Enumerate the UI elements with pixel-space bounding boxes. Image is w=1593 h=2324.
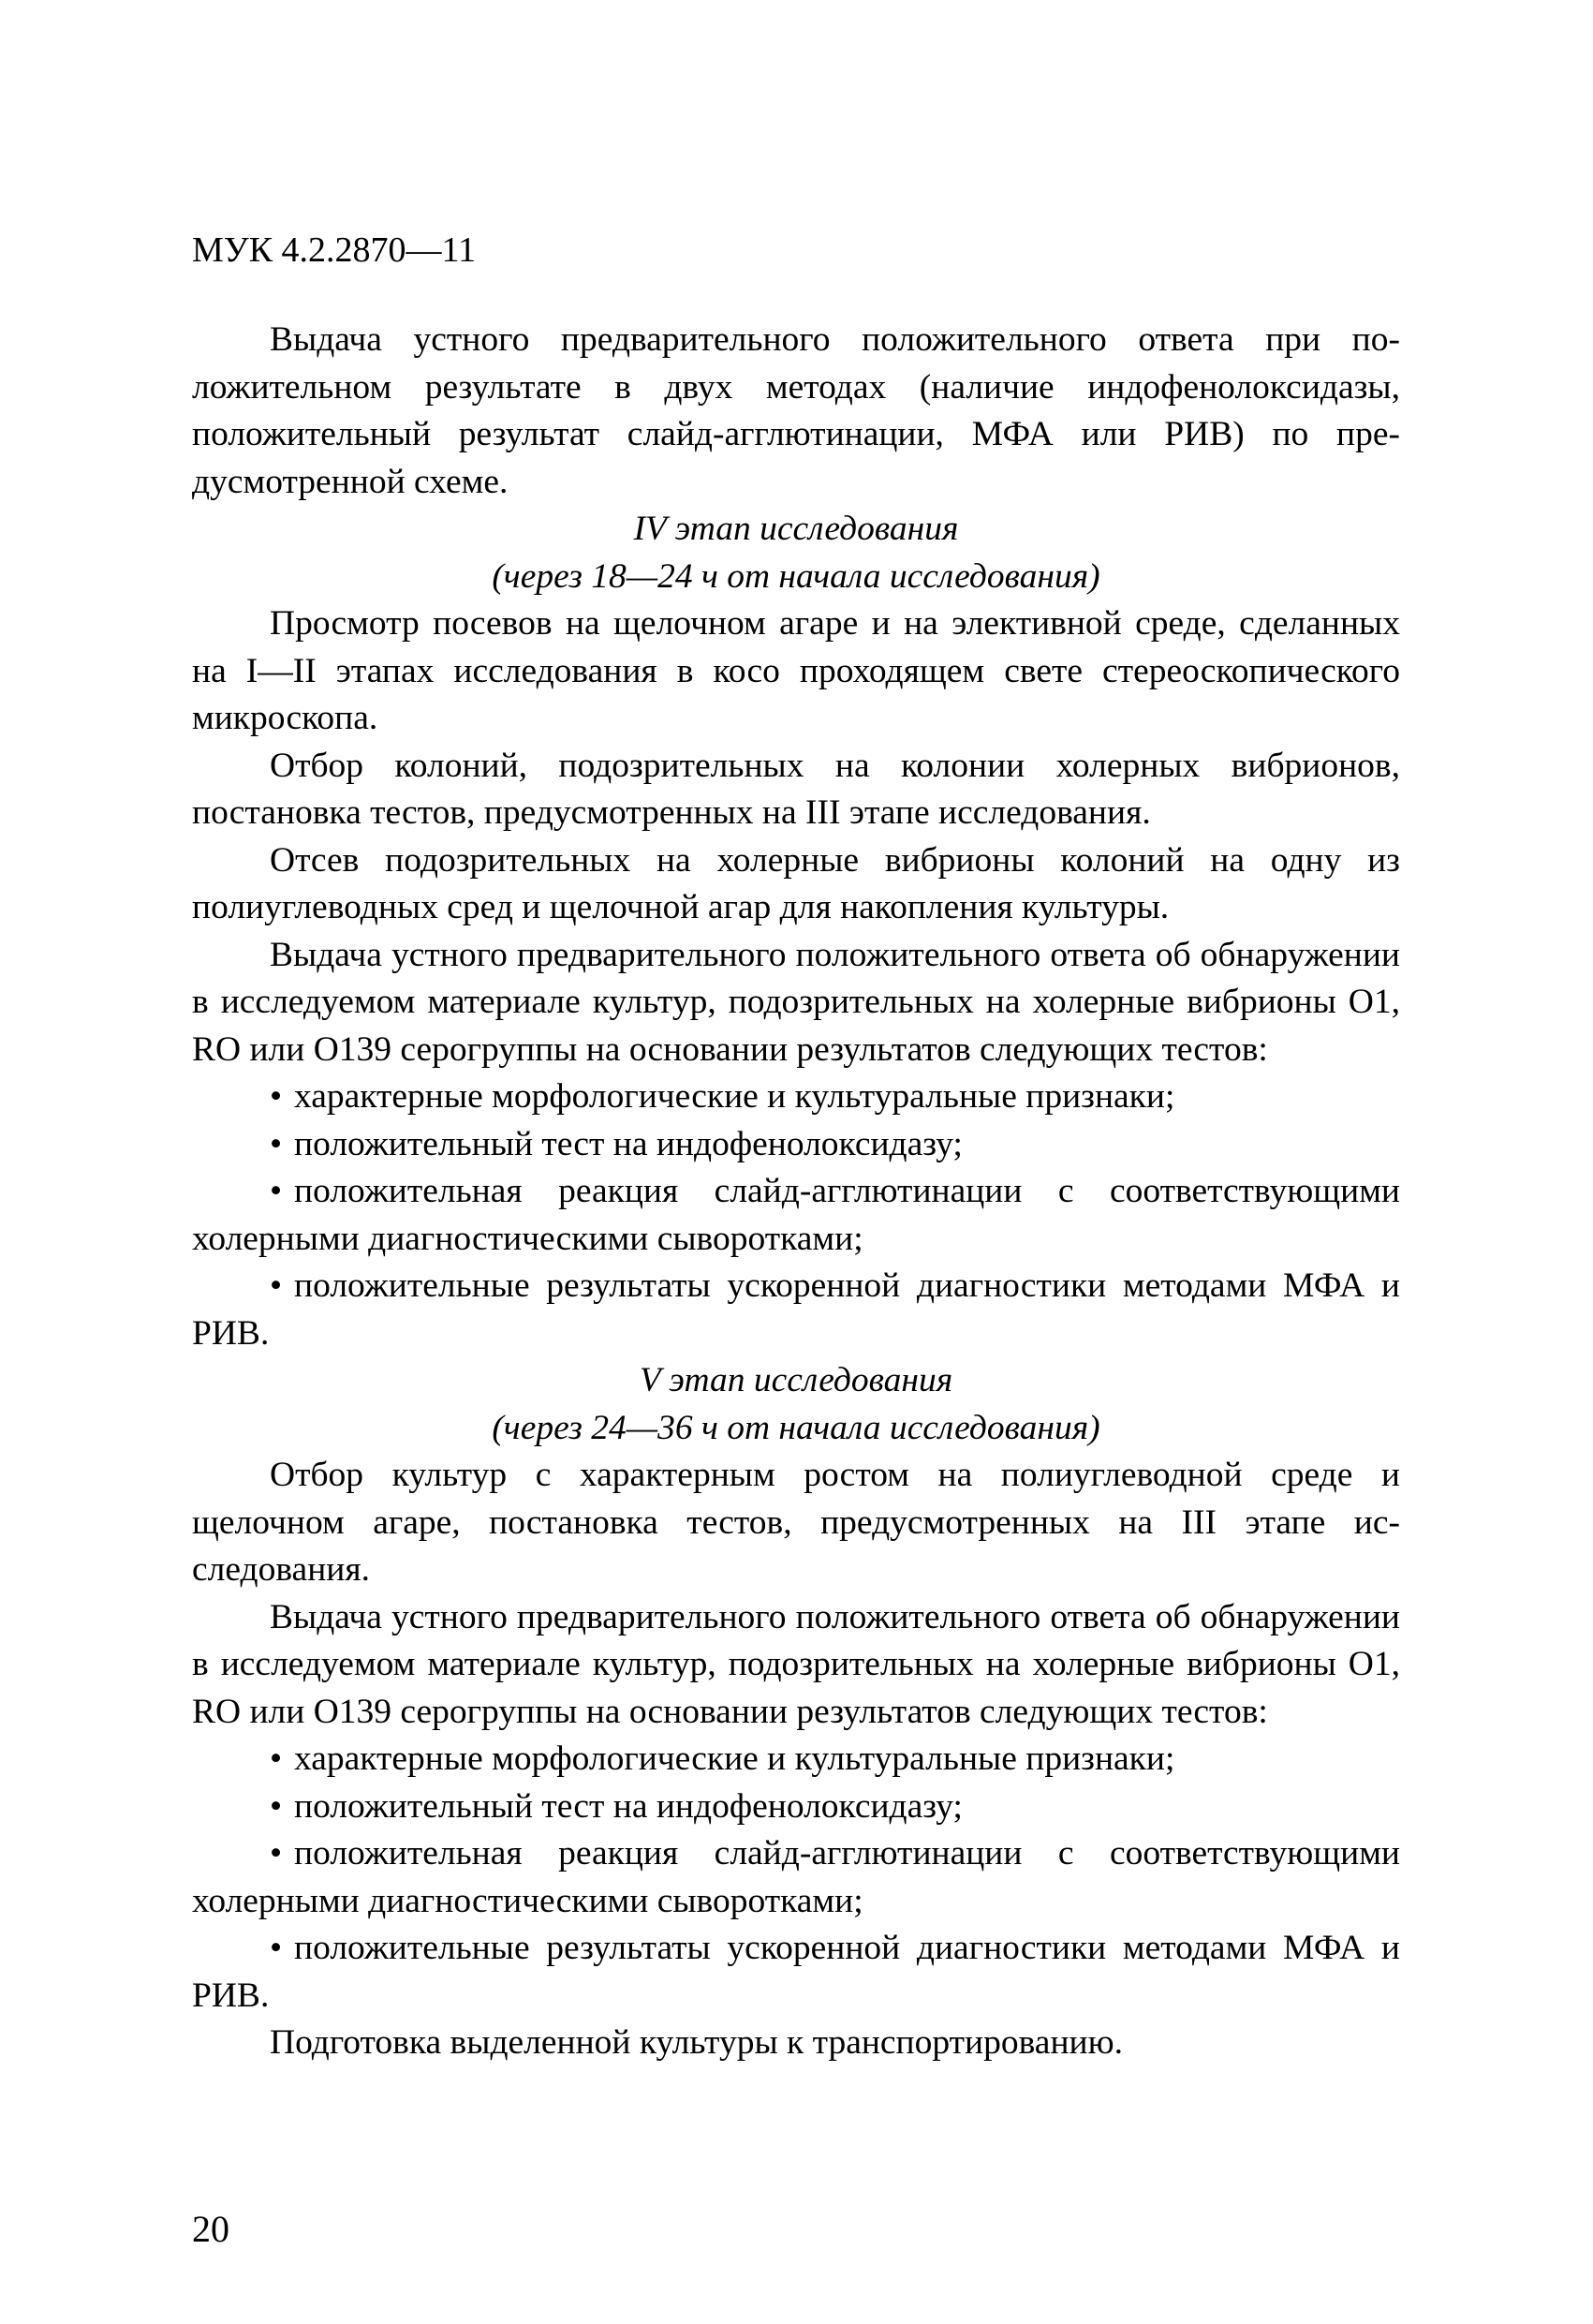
stage-5-subtitle: (через 24—36 ч от начала исследования) <box>492 1408 1100 1447</box>
bullet-icon: • <box>270 1739 283 1778</box>
stage-4-paragraph: Отбор колоний, подозрительных на колонии холерных вибрионов, постановка тестов, предусмотренных на III этапе исследования. <box>192 746 1400 832</box>
document-header: МУК 4.2.2870—11 <box>192 230 477 270</box>
stage-5-paragraph: Отбор культур с характерным ростом на полиуглеводной среде и щелочном агаре, постановка тестов, предусмотренных на III этапе исследования. <box>192 1456 1400 1589</box>
stage-5-test-list <box>192 1736 1400 2020</box>
stage-5-paragraph: Выдача устного предварительного положительного ответа об обнаружении в исследуемом материале культур, подозрительных на холерные вибрионы O1, RO или O139 серогруппы на основании результатов следующих тестов: <box>192 1597 1400 1731</box>
stage-4-test-list <box>192 1073 1400 1357</box>
paragraph-oral-preliminary-answer: Выдача устного предварительного положительного ответа при положительном результате в двух методах (наличие индофенолоксидазы, положительный результат слайд-агглютинации, МФА или РИВ) по предусмотренной схеме. <box>192 320 1400 501</box>
list-item-text: характерные морфологические и культуральные признаки; <box>294 1077 1175 1116</box>
list-item-text: положительные результаты ускоренной диагностики методами МФА и РИВ. <box>192 1929 1400 2015</box>
list-item <box>192 1073 1400 1121</box>
list-item <box>192 1168 1400 1263</box>
bullet-icon: • <box>270 1929 283 1967</box>
closing-paragraph: Подготовка выделенной культуры к транспортированию. <box>270 2023 1123 2062</box>
list-item <box>192 1121 1400 1169</box>
list-item <box>192 1784 1400 1831</box>
stage-5-title: V этап исследования <box>639 1361 953 1399</box>
list-item-text: положительные результаты ускоренной диагностики методами МФА и РИВ. <box>192 1266 1400 1353</box>
bullet-icon: • <box>270 1077 283 1116</box>
list-item-text: положительный тест на индофенолоксидазу; <box>294 1786 963 1826</box>
stage-4-title: IV этап исследования <box>633 510 959 548</box>
page-number: 20 <box>192 2208 229 2250</box>
stage-4-paragraph: Выдача устного предварительного положительного ответа об обнаружении в исследуемом материале культур, подозрительных на холерные вибрионы O1, RO или O139 серогруппы на основании результатов следующих тестов: <box>192 935 1400 1069</box>
stage-4-paragraph: Отсев подозрительных на холерные вибрионы колоний на одну из полиуглеводных сред и щелочной агар для накопления культуры. <box>192 840 1400 926</box>
list-item-text: характерные морфологические и культуральные признаки; <box>294 1739 1175 1778</box>
stage-4-subtitle: (через 18—24 ч от начала исследования) <box>492 556 1100 596</box>
list-item <box>192 1736 1400 1784</box>
list-item-text: положительная реакция слайд-агглютинации с соответствующими холерными диагностическими сыворотками; <box>192 1834 1400 1920</box>
list-item-text: положительная реакция слайд-агглютинации с соответствующими холерными диагностическими сыворотками; <box>192 1172 1400 1258</box>
document-body <box>192 317 1400 2067</box>
list-item <box>192 1925 1400 2020</box>
stage-4-paragraph: Просмотр посевов на щелочном агаре и на элективной среде, сделанных на I—II этапах исследования в косо проходящем свете стереоскопического микроскопа. <box>192 604 1400 737</box>
bullet-icon: • <box>270 1172 283 1210</box>
list-item <box>192 1830 1400 1925</box>
bullet-icon: • <box>270 1124 283 1163</box>
bullet-icon: • <box>270 1786 283 1826</box>
bullet-icon: • <box>270 1834 283 1873</box>
document-page <box>192 0 1400 2324</box>
list-item-text: положительный тест на индофенолоксидазу; <box>294 1124 963 1163</box>
list-item <box>192 1263 1400 1357</box>
bullet-icon: • <box>270 1266 283 1305</box>
